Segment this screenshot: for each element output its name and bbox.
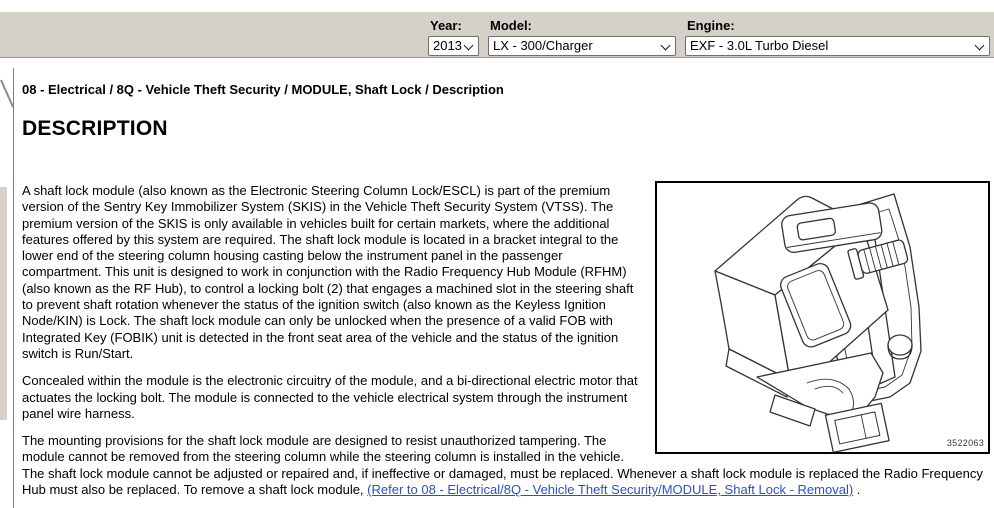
- model-label: Model:: [490, 18, 532, 33]
- model-select-value: LX - 300/Charger: [493, 38, 593, 53]
- engine-select[interactable]: [685, 36, 990, 56]
- chevron-down-icon: [975, 41, 985, 51]
- chevron-down-icon: [464, 41, 474, 51]
- frame-corner-line: [0, 74, 16, 112]
- year-select-value: 2013: [433, 38, 462, 53]
- year-label: Year:: [430, 18, 462, 33]
- year-select[interactable]: [428, 36, 479, 56]
- description-paragraph: Concealed within the module is the electronic circuitry of the module, and a bi-directional electric motor that actuates the locking bolt. The module is connected to the vehicle electrical system through the instrument panel wire harness.: [22, 373, 638, 421]
- breadcrumb: 08 - Electrical / 8Q - Vehicle Theft Security / MODULE, Shaft Lock / Description: [22, 82, 504, 97]
- chevron-down-icon: [661, 41, 671, 51]
- shaft-lock-module-illustration: [657, 183, 988, 452]
- refer-removal-link[interactable]: (Refer to 08 - Electrical/8Q - Vehicle Theft Security/MODULE, Shaft Lock - Removal): [367, 482, 854, 498]
- article-body: [22, 183, 990, 498]
- description-paragraph: A shaft lock module (also known as the Electronic Steering Column Lock/ESCL) is part of the premium version of the Sentry Key Immobilizer System (SKIS) in the Vehicle Theft Security System (VTSS). The premium version of the SKIS is only available in vehicles built for certain markets, where the additional features offered by this system are required. The shaft lock module is located in a bracket integral to the lower end of the steering column housing casting below the instrument panel in the passenger compartment. This unit is designed to work in conjunction with the Radio Frequency Hub Module (RFHM) (also known as the RF Hub), to control a locking bolt (2) that engages a machined slot in the steering shaft to prevent shaft rotation whenever the status of the ignition switch (also known as the Keyless Ignition Node/KIN) is Lock. The shaft lock module can only be unlocked when the presence of a valid FOB with Integrated Key (FOBIK) unit is detected in the front seat area of the vehicle and the status of the ignition switch is Run/Start.: [22, 183, 634, 361]
- engine-label: Engine:: [687, 18, 735, 33]
- shaft-lock-module-figure: [655, 181, 990, 454]
- frame-divider: [13, 68, 14, 508]
- left-scrollbar[interactable]: [0, 187, 7, 420]
- article-content: [22, 82, 990, 508]
- paragraph-text: The mounting provisions for the shaft lock module are designed to resist unauthorized tampering. The module cannot be removed from the steering column while the steering column is installed in the vehicle. The shaft lock module cannot be adjusted or repaired and, if ineffective or damaged, must be replaced. Whenever a shaft lock module is replaced the Radio Frequency Hub must also be replaced. To remove a shaft lock module,: [22, 433, 983, 498]
- engine-select-value: EXF - 3.0L Turbo Diesel: [690, 38, 829, 53]
- figure-number: 3522063: [946, 437, 984, 448]
- vehicle-selector-toolbar: [0, 12, 994, 58]
- paragraph-text: .: [853, 482, 861, 498]
- model-select[interactable]: [488, 36, 676, 56]
- page-title: DESCRIPTION: [22, 117, 168, 140]
